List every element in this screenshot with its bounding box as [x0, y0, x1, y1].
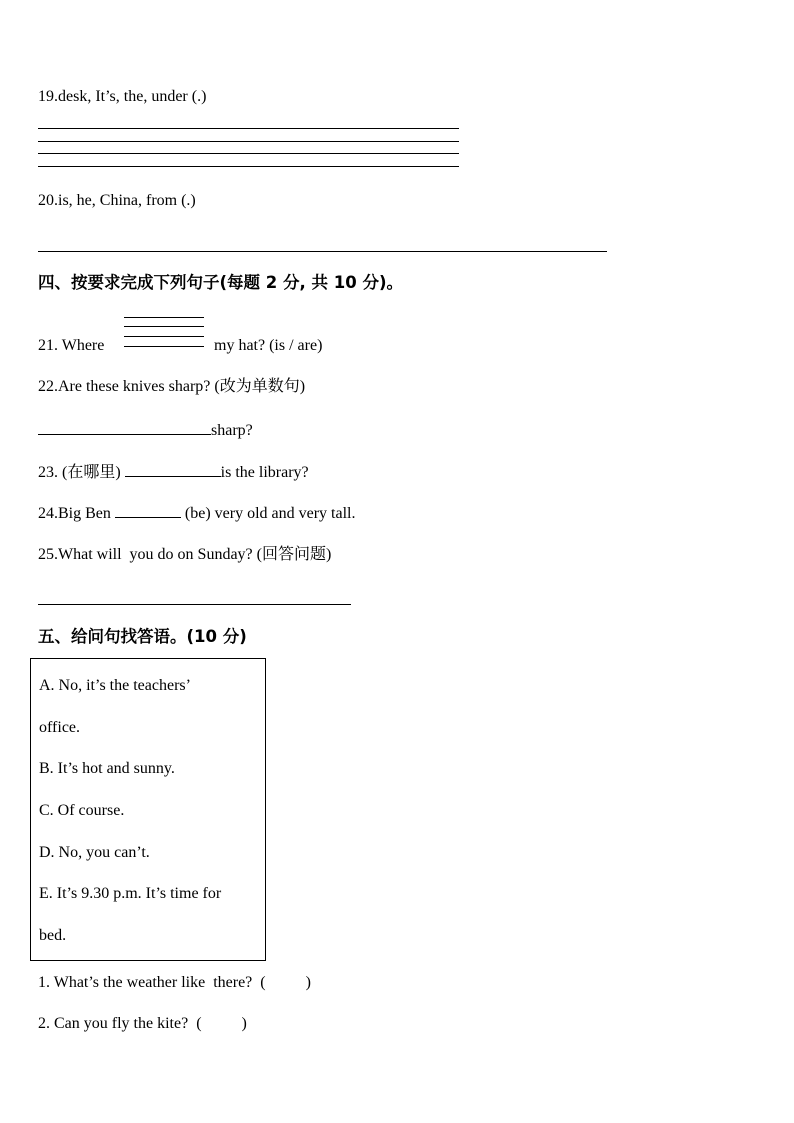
match-question-2-text: 2. Can you fly the kite? [38, 1015, 189, 1032]
answer-line-21b[interactable] [124, 326, 204, 327]
option-e-line-2: bed. [39, 927, 67, 944]
answer-blank-22[interactable] [38, 420, 211, 435]
question-21-suffix: my hat? (is / are) [214, 337, 323, 354]
answer-blank-24[interactable] [115, 503, 181, 518]
answer-line-21c[interactable] [124, 336, 204, 337]
question-23-prefix: 23. (在哪里) [38, 464, 121, 481]
answer-line-19c[interactable] [38, 153, 459, 154]
option-a-line-2: office. [39, 719, 81, 736]
answer-line-19a[interactable] [38, 128, 459, 129]
answer-options-box [30, 658, 266, 961]
question-19: 19.desk, It’s, the, under (.) [38, 88, 207, 105]
question-24-suffix: (be) very old and very tall. [184, 505, 356, 522]
question-24-prefix: 24.Big Ben [38, 505, 111, 522]
question-22-answer-suffix: sharp? [211, 422, 253, 439]
answer-line-21d[interactable] [124, 346, 204, 347]
match-question-2 [38, 1014, 247, 1034]
option-b: B. It’s hot and sunny. [39, 760, 175, 777]
question-22-answer [38, 420, 253, 441]
match-question-1 [38, 973, 311, 993]
section-4-heading: 四、按要求完成下列句子(每题 2 分, 共 10 分)。 [38, 273, 404, 292]
question-22: 22.Are these knives sharp? (改为单数句) [38, 378, 306, 395]
match-question-1-text: 1. What’s the weather like there? [38, 974, 253, 991]
option-a-line-1: A. No, it’s the teachers’ [39, 677, 191, 694]
answer-line-25[interactable] [38, 604, 351, 605]
question-23 [38, 462, 309, 483]
answer-line-21a[interactable] [124, 317, 204, 318]
option-c: C. Of course. [39, 802, 125, 819]
question-21-prefix: 21. Where [38, 337, 105, 354]
answer-line-20[interactable] [38, 251, 607, 252]
option-d: D. No, you can’t. [39, 844, 150, 861]
match-answer-1[interactable]: ( ) [260, 974, 311, 991]
answer-line-19d[interactable] [38, 166, 459, 167]
question-20: 20.is, he, China, from (.) [38, 192, 196, 209]
section-5-heading: 五、给问句找答语。(10 分) [38, 627, 247, 646]
question-24 [38, 503, 356, 524]
question-23-suffix: is the library? [220, 464, 309, 481]
question-25: 25.What will you do on Sunday? (回答问题) [38, 546, 332, 563]
answer-blank-23[interactable] [125, 462, 221, 477]
match-answer-2[interactable]: ( ) [196, 1015, 247, 1032]
option-e-line-1: E. It’s 9.30 p.m. It’s time for [39, 885, 222, 902]
answer-line-19b[interactable] [38, 141, 459, 142]
